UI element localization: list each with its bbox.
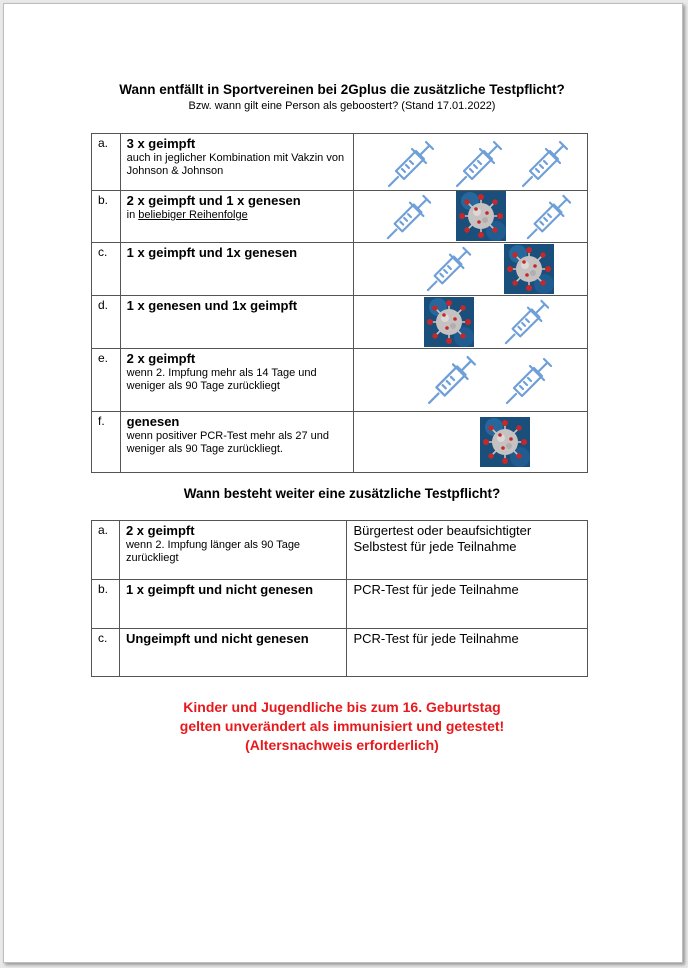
row-letter: c. (92, 243, 121, 296)
syringe-icon (520, 139, 570, 189)
row-title: 3 x geimpft (126, 136, 196, 151)
page-title: Wann entfällt in Sportvereinen bei 2Gplus die zusätzliche Testpflicht? (119, 82, 565, 97)
virus-icon (424, 297, 474, 347)
row-letter: e. (92, 349, 121, 412)
exemption-table (91, 133, 588, 473)
table-row (92, 243, 588, 296)
row-letter: d. (92, 296, 121, 349)
row-title: Ungeimpft und nicht genesen (125, 631, 309, 646)
syringe-icon (426, 354, 478, 406)
footer-line: (Altersnachweis erforderlich) (245, 737, 439, 753)
virus-icon (480, 417, 530, 467)
row-description: wenn positiver PCR-Test mehr als 27 und weniger als 90 Tage zurückliegt. (126, 430, 329, 455)
table-row (92, 580, 588, 629)
table-row (92, 296, 588, 349)
virus-icon (456, 191, 506, 241)
row-letter: b. (92, 580, 120, 629)
table-row (92, 134, 588, 191)
row-description: wenn 2. Impfung mehr als 14 Tage und weniger als 90 Tage zurückliegt (126, 367, 317, 392)
syringe-icon (502, 298, 552, 346)
footer-line: gelten unverändert als immunisiert und getestet! (179, 718, 505, 734)
test-requirement: PCR-Test für jede Teilnahme (347, 580, 588, 629)
row-title: 2 x geimpft (125, 523, 195, 538)
row-letter: b. (92, 191, 121, 243)
row-title: 1 x genesen und 1x geimpft (126, 298, 298, 313)
row-title: 2 x geimpft (126, 351, 196, 366)
row-letter: c. (92, 629, 120, 677)
testing-required-table (91, 520, 588, 677)
test-requirement: Bürgertest oder beaufsichtigter Selbstest für jede Teilnahme (347, 521, 588, 580)
table-row (92, 629, 588, 677)
table-row (92, 349, 588, 412)
row-title: 1 x geimpft und nicht genesen (125, 582, 314, 597)
row-title: 2 x geimpft und 1 x genesen (126, 193, 301, 208)
row-letter: f. (92, 412, 121, 473)
syringe-icon (454, 139, 504, 189)
footer-line: Kinder und Jugendliche bis zum 16. Geburtstag (183, 699, 501, 715)
syringe-icon (424, 245, 474, 293)
syringe-icon (524, 193, 574, 241)
virus-icon (504, 244, 554, 294)
row-title: 1 x geimpft und 1x genesen (126, 245, 298, 260)
test-requirement: PCR-Test für jede Teilnahme (347, 629, 588, 677)
row-description: auch in jeglicher Kombination mit Vakzin von Johnson & Johnson (126, 152, 345, 177)
footer-notice (0, 698, 684, 755)
syringe-icon (504, 356, 554, 406)
row-description: in (126, 209, 139, 221)
row-title: genesen (126, 414, 180, 429)
table-row (92, 521, 588, 580)
syringe-icon (386, 139, 436, 189)
row-letter: a. (92, 134, 121, 191)
row-description-underlined: beliebiger Reihenfolge (138, 209, 248, 221)
table-row (92, 412, 588, 473)
row-letter: a. (92, 521, 120, 580)
syringe-icon (384, 193, 434, 241)
row-description: wenn 2. Impfung länger als 90 Tage zurückliegt (125, 539, 301, 564)
page-subtitle: Bzw. wann gilt eine Person als geboostert? (Stand 17.01.2022) (188, 100, 496, 112)
section-title: Wann besteht weiter eine zusätzliche Testpflicht? (183, 486, 501, 501)
table-row (92, 191, 588, 243)
